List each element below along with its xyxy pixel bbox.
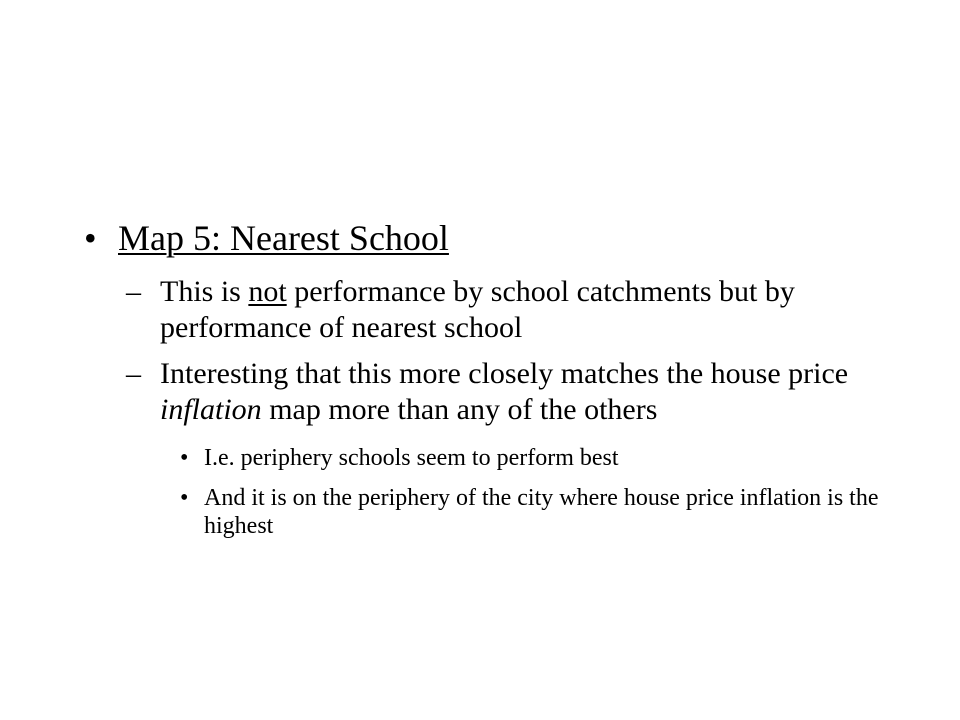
- sub-sub-point-periphery-schools: [84, 444, 884, 472]
- bullet-icon: •: [180, 485, 189, 511]
- point1-underlined-word: not: [248, 275, 287, 308]
- sub-point-inflation-match: [84, 356, 884, 428]
- slide-heading: Map 5: Nearest School: [118, 218, 449, 258]
- point2-text-start: Interesting that this more closely matches the house price: [160, 357, 849, 390]
- main-bullet-item: [84, 212, 884, 264]
- sub-sub-point-periphery-inflation: [84, 484, 884, 540]
- bullet-icon: •: [84, 218, 97, 258]
- dash-icon: –: [126, 357, 141, 390]
- sub-point-not-catchments: [84, 274, 884, 346]
- bullet-icon: •: [180, 445, 189, 471]
- slide-content: [84, 212, 884, 540]
- sub2-text: And it is on the periphery of the city where house price inflation is the highest: [204, 485, 879, 539]
- sub1-text: I.e. periphery schools seem to perform best: [204, 445, 619, 471]
- point2-text-end: map more than any of the others: [261, 393, 658, 426]
- point1-text-end: performance by school catchments but by performance of nearest school: [160, 275, 795, 344]
- point2-italic-word: inflation: [160, 393, 262, 426]
- dash-icon: –: [126, 275, 141, 308]
- point1-text-start: This is: [160, 275, 249, 308]
